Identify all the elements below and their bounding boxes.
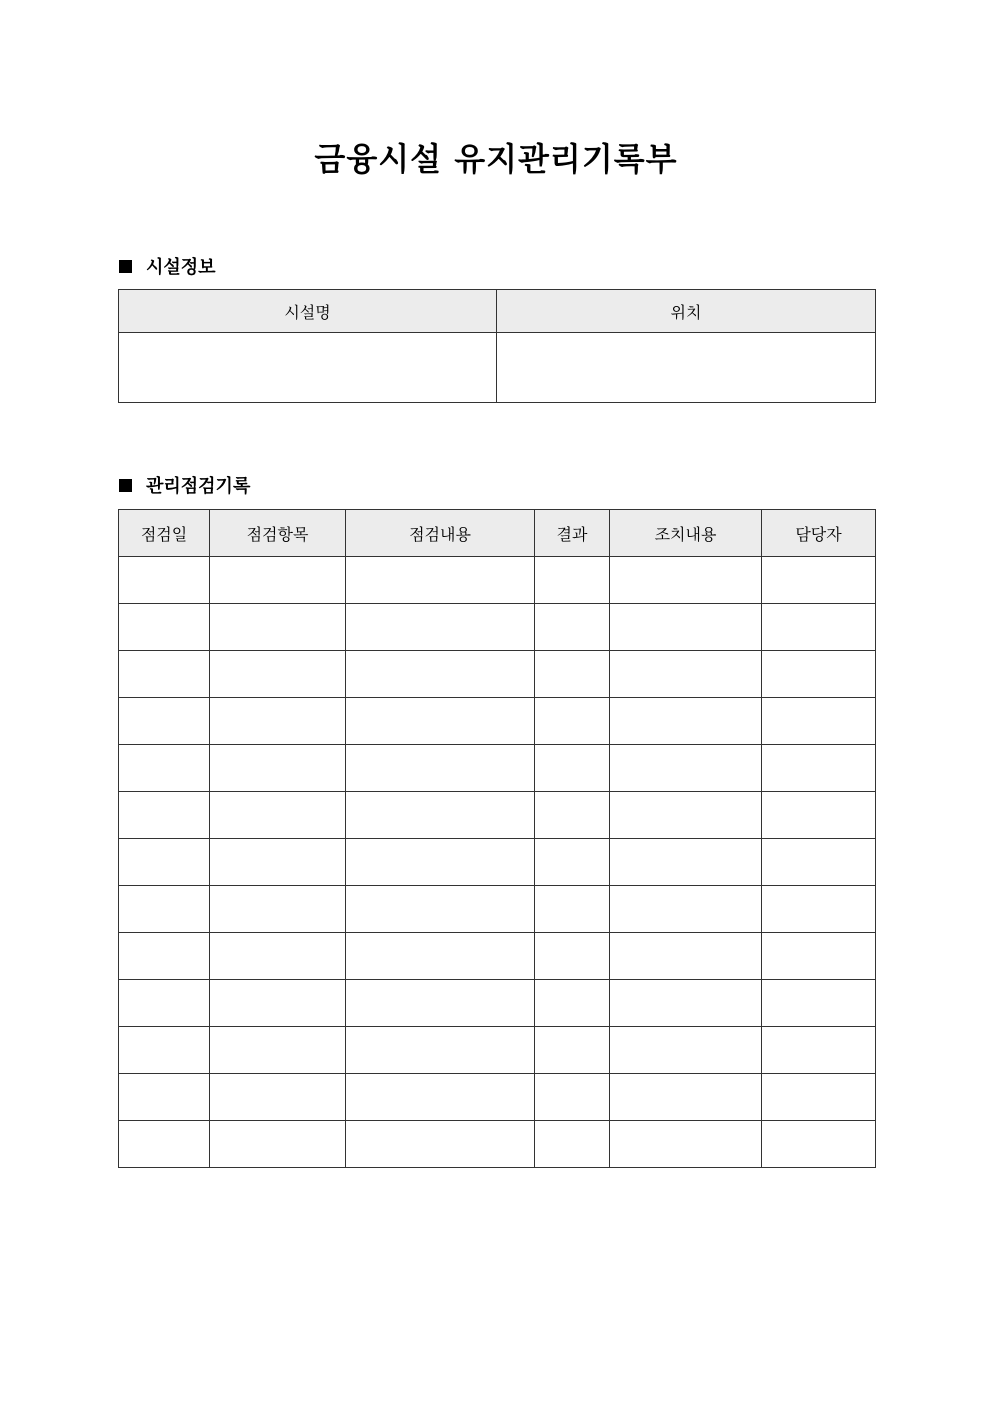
inspection-item-cell[interactable] [210, 745, 346, 792]
table-row [119, 557, 876, 604]
result-cell[interactable] [535, 1027, 610, 1074]
result-cell[interactable] [535, 1121, 610, 1168]
action-taken-cell[interactable] [610, 1074, 762, 1121]
inspection-date-cell[interactable] [119, 792, 210, 839]
result-cell[interactable] [535, 698, 610, 745]
inspection-item-cell[interactable] [210, 698, 346, 745]
inspection-content-cell[interactable] [346, 839, 535, 886]
facility-header-row [119, 290, 876, 333]
inspection-date-cell[interactable] [119, 1121, 210, 1168]
inspection-date-cell[interactable] [119, 839, 210, 886]
person-in-charge-cell[interactable] [762, 604, 876, 651]
action-taken-cell[interactable] [610, 933, 762, 980]
action-taken-cell[interactable] [610, 698, 762, 745]
inspection-content-cell[interactable] [346, 745, 535, 792]
inspection-content-cell[interactable] [346, 604, 535, 651]
result-cell[interactable] [535, 886, 610, 933]
inspection-content-cell[interactable] [346, 1121, 535, 1168]
facility-info-table [118, 289, 876, 403]
records-header-row [119, 510, 876, 557]
facility-section-label: 시설정보 [146, 257, 216, 278]
action-taken-cell[interactable] [610, 792, 762, 839]
person-in-charge-cell[interactable] [762, 1027, 876, 1074]
inspection-date-cell[interactable] [119, 745, 210, 792]
result-cell[interactable] [535, 980, 610, 1027]
facility-name-header: 시설명 [119, 290, 497, 333]
inspection-date-cell[interactable] [119, 1027, 210, 1074]
inspection-date-header: 점검일 [119, 510, 210, 557]
inspection-item-cell[interactable] [210, 839, 346, 886]
table-row [119, 1121, 876, 1168]
inspection-item-cell[interactable] [210, 1121, 346, 1168]
document-title: 금융시설 유지관리기록부 [314, 140, 678, 178]
inspection-date-cell[interactable] [119, 604, 210, 651]
action-taken-cell[interactable] [610, 1027, 762, 1074]
inspection-date-cell[interactable] [119, 886, 210, 933]
action-taken-cell[interactable] [610, 745, 762, 792]
result-cell[interactable] [535, 745, 610, 792]
inspection-item-header: 점검항목 [210, 510, 346, 557]
table-row [119, 933, 876, 980]
action-taken-cell[interactable] [610, 839, 762, 886]
action-taken-cell[interactable] [610, 1121, 762, 1168]
inspection-content-cell[interactable] [346, 651, 535, 698]
inspection-content-cell[interactable] [346, 886, 535, 933]
result-cell[interactable] [535, 1074, 610, 1121]
inspection-date-cell[interactable] [119, 1074, 210, 1121]
records-section-heading [119, 472, 250, 498]
table-row [119, 651, 876, 698]
inspection-date-cell[interactable] [119, 651, 210, 698]
inspection-item-cell[interactable] [210, 792, 346, 839]
table-row [119, 745, 876, 792]
person-in-charge-cell[interactable] [762, 792, 876, 839]
inspection-item-cell[interactable] [210, 557, 346, 604]
result-cell[interactable] [535, 933, 610, 980]
inspection-item-cell[interactable] [210, 933, 346, 980]
facility-entry-row [119, 333, 876, 403]
person-in-charge-cell[interactable] [762, 651, 876, 698]
person-in-charge-cell[interactable] [762, 980, 876, 1027]
table-row [119, 1074, 876, 1121]
table-row [119, 839, 876, 886]
location-cell[interactable] [497, 333, 876, 403]
facility-section-heading [119, 253, 216, 279]
records-section-label: 관리점검기록 [146, 476, 251, 497]
action-taken-cell[interactable] [610, 980, 762, 1027]
records-body [119, 557, 876, 1168]
inspection-item-cell[interactable] [210, 886, 346, 933]
action-taken-cell[interactable] [610, 604, 762, 651]
person-in-charge-cell[interactable] [762, 557, 876, 604]
result-header: 결과 [535, 510, 610, 557]
person-in-charge-cell[interactable] [762, 1121, 876, 1168]
inspection-date-cell[interactable] [119, 980, 210, 1027]
table-row [119, 980, 876, 1027]
facility-name-cell[interactable] [119, 333, 497, 403]
inspection-content-cell[interactable] [346, 698, 535, 745]
inspection-content-cell[interactable] [346, 557, 535, 604]
person-in-charge-cell[interactable] [762, 886, 876, 933]
action-taken-cell[interactable] [610, 886, 762, 933]
person-in-charge-cell[interactable] [762, 933, 876, 980]
result-cell[interactable] [535, 604, 610, 651]
inspection-date-cell[interactable] [119, 557, 210, 604]
table-row [119, 1027, 876, 1074]
person-in-charge-header: 담당자 [762, 510, 876, 557]
square-bullet-icon [119, 479, 132, 492]
inspection-content-cell[interactable] [346, 1074, 535, 1121]
table-row [119, 604, 876, 651]
action-taken-header: 조치내용 [610, 510, 762, 557]
person-in-charge-cell[interactable] [762, 1074, 876, 1121]
inspection-date-cell[interactable] [119, 933, 210, 980]
inspection-item-cell[interactable] [210, 651, 346, 698]
square-bullet-icon [119, 260, 132, 273]
person-in-charge-cell[interactable] [762, 839, 876, 886]
inspection-content-header: 점검내용 [346, 510, 535, 557]
inspection-content-cell[interactable] [346, 933, 535, 980]
person-in-charge-cell[interactable] [762, 745, 876, 792]
result-cell[interactable] [535, 792, 610, 839]
inspection-date-cell[interactable] [119, 698, 210, 745]
table-row [119, 886, 876, 933]
inspection-item-cell[interactable] [210, 1074, 346, 1121]
inspection-content-cell[interactable] [346, 792, 535, 839]
action-taken-cell[interactable] [610, 557, 762, 604]
inspection-content-cell[interactable] [346, 980, 535, 1027]
action-taken-cell[interactable] [610, 651, 762, 698]
person-in-charge-cell[interactable] [762, 698, 876, 745]
inspection-item-cell[interactable] [210, 604, 346, 651]
result-cell[interactable] [535, 839, 610, 886]
inspection-item-cell[interactable] [210, 1027, 346, 1074]
table-row [119, 792, 876, 839]
inspection-item-cell[interactable] [210, 980, 346, 1027]
location-header: 위치 [497, 290, 876, 333]
result-cell[interactable] [535, 651, 610, 698]
inspection-content-cell[interactable] [346, 1027, 535, 1074]
result-cell[interactable] [535, 557, 610, 604]
inspection-records-table [118, 509, 876, 1168]
table-row [119, 698, 876, 745]
